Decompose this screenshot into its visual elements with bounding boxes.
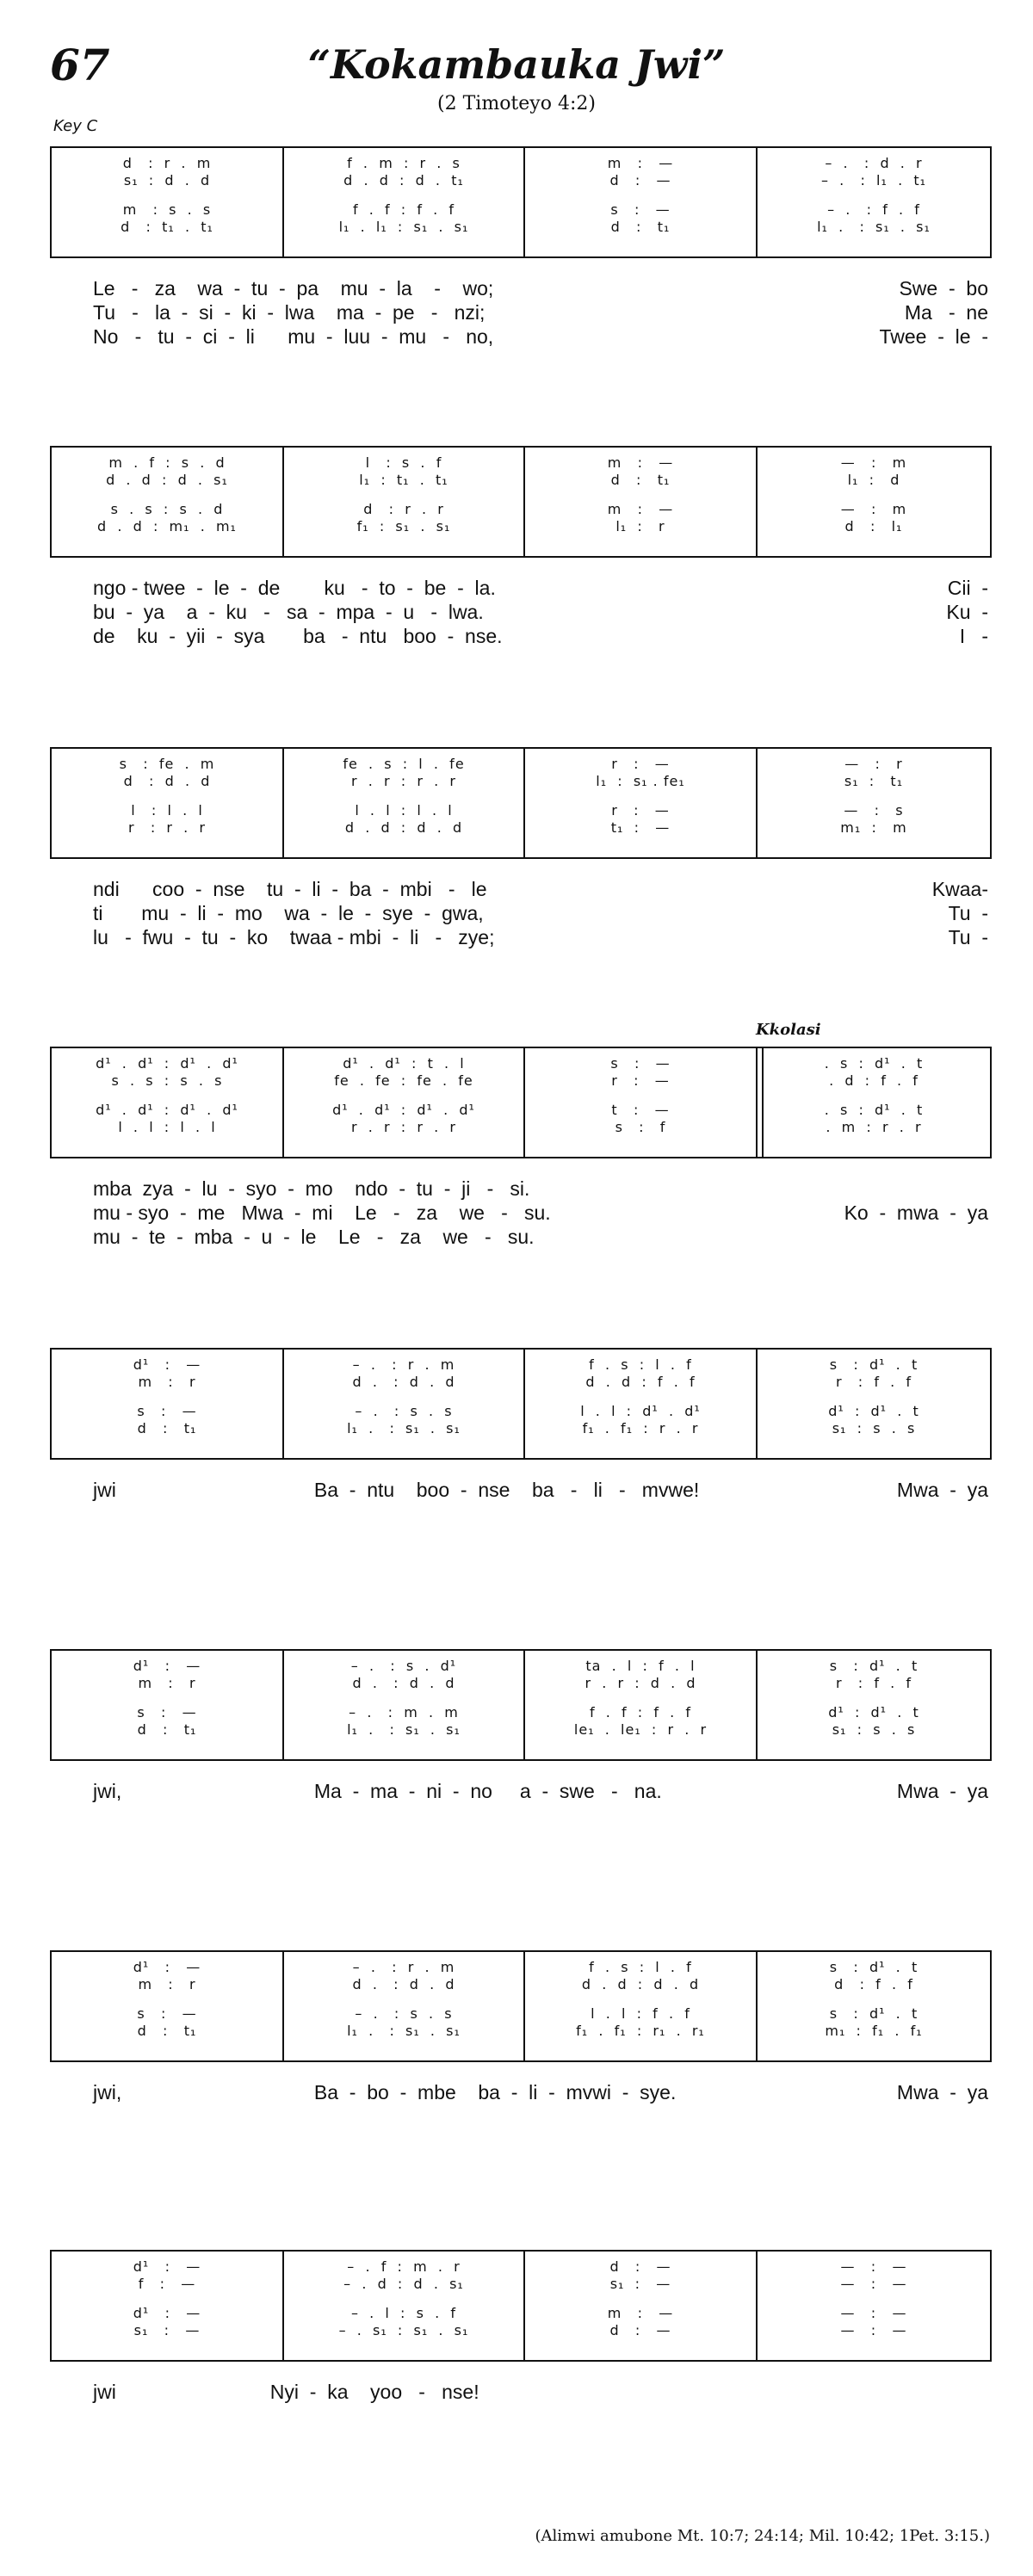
measure-notes: l . l : f . f — [591, 2005, 690, 2022]
lyric-text: de ku - yii - sya ba - ntu boo - nse. — [93, 625, 503, 647]
lyric-pickup: Ma - ne — [904, 301, 988, 324]
measure-notes: d . d : d . d — [581, 1976, 700, 1992]
lyric-text: ti mu - li - mo wa - le - sye - gwa, — [93, 902, 484, 924]
lyric-text: jwi, Ba - bo - mbe ba - li - mvwi - sye. — [93, 2081, 677, 2103]
measure-notes: m : — — [607, 501, 674, 517]
lyric-pickup: Ku - — [946, 601, 988, 623]
measure-notes: – . : d . r — [825, 155, 923, 171]
measure-notes: l₁ : d — [847, 472, 900, 488]
measure-notes: — : — — [840, 2258, 907, 2275]
measure-notes: s₁ : s . s — [832, 1721, 916, 1738]
measure-notes: d . : d . d — [352, 1976, 455, 1992]
lyric-line — [93, 878, 988, 902]
voice-row — [52, 1721, 990, 1740]
measure-notes: s₁ : s . s — [832, 1420, 916, 1436]
voice-row — [52, 1374, 990, 1393]
measure-notes: s : fe . m — [119, 756, 215, 772]
lyric-text: jwi Ba - ntu boo - nse ba - li - mvwe! — [93, 1479, 700, 1501]
scripture-reference: (2 Timoteyo 4:2) — [437, 93, 596, 114]
measure-notes: r : f . f — [835, 1675, 912, 1691]
voice-row — [52, 1102, 990, 1121]
measure-notes: s . s : s . d — [110, 501, 224, 517]
measure-notes: d : — — [609, 2322, 671, 2338]
measure-notes: f₁ . f₁ : r . r — [582, 1420, 699, 1436]
voice-row — [52, 1055, 990, 1074]
measure-notes: . m : r . r — [826, 1119, 922, 1135]
measure-notes: f . s : l . f — [589, 1356, 692, 1373]
voice-row — [52, 2276, 990, 2295]
voice-row — [52, 1356, 990, 1375]
measure-notes: m₁ : f₁ . f₁ — [825, 2023, 923, 2039]
measure-notes: d . d : f . f — [585, 1374, 696, 1390]
measure-notes: d : — — [609, 172, 671, 188]
measure-notes: r . r : d . d — [585, 1675, 696, 1691]
lyric-line — [93, 1202, 988, 1226]
measure-notes: l : s . f — [365, 454, 442, 471]
measure-notes: s₁ : — — [133, 2322, 201, 2338]
measure-notes: s : d¹ . t — [829, 2005, 919, 2022]
voice-row — [52, 2258, 990, 2277]
lyric-text: ngo - twee - le - de ku - to - be - la. — [93, 577, 496, 599]
lyric-text: mu - syo - me Mwa - mi Le - za we - su. — [93, 1202, 551, 1224]
lyric-pickup: Swe - bo — [899, 277, 988, 300]
measure-notes: d¹ . d¹ : t . l — [343, 1055, 465, 1072]
measure-notes: m : — — [607, 2305, 674, 2321]
lyric-text: ndi coo - nse tu - li - ba - mbi - le — [93, 878, 487, 900]
lyric-line — [93, 325, 988, 349]
measure-notes: s : — — [137, 1704, 197, 1720]
lyric-pickup: Ko - mwa - ya — [844, 1202, 988, 1224]
measure-notes: r : r . r — [128, 819, 206, 836]
measure-notes: r : f . f — [835, 1374, 912, 1390]
measure-notes: s : f — [615, 1119, 666, 1135]
measure-notes: – . : m . m — [349, 1704, 459, 1720]
voice-row — [52, 454, 990, 473]
voice-row — [52, 1704, 990, 1723]
measure-notes: m . f : s . d — [108, 454, 226, 471]
voice-row — [52, 2005, 990, 2024]
measure-notes: m : — — [607, 155, 674, 171]
measure-notes: d¹ . d¹ : d¹ . d¹ — [332, 1102, 475, 1118]
measure-notes: d : t₁ — [137, 1420, 197, 1436]
measure-notes: m₁ : m — [840, 819, 907, 836]
measure-notes: – . : l₁ . t₁ — [820, 172, 927, 188]
measure-notes: l₁ . l₁ : s₁ . s₁ — [338, 219, 469, 235]
voice-row — [52, 2322, 990, 2341]
measure-notes: m : r — [138, 1976, 196, 1992]
lyric-pickup: Mwa - ya — [896, 1780, 988, 1802]
measure-notes: d : t₁ — [610, 472, 671, 488]
lyric-line — [93, 2081, 988, 2105]
measure-notes: m : r — [138, 1374, 196, 1390]
measure-notes: r . r : r . r — [351, 1119, 456, 1135]
voice-row — [52, 2305, 990, 2324]
measure-notes: r : — — [611, 802, 670, 819]
measure-notes: s : — — [137, 2005, 197, 2022]
lyric-pickup: Mwa - ya — [896, 2081, 988, 2103]
measure-notes: f . f : f . f — [352, 201, 455, 218]
lyric-line — [93, 577, 988, 601]
measure-notes: – . : s . d¹ — [350, 1658, 457, 1674]
measure-notes: d¹ . d¹ : d¹ . d¹ — [96, 1055, 238, 1072]
hymn-number: 67 — [50, 40, 110, 90]
lyric-text: jwi Nyi - ka yoo - nse! — [93, 2381, 479, 2403]
lyric-pickup: Tu - — [948, 926, 988, 948]
measure-notes: — : r — [844, 756, 903, 772]
measure-notes: d : t₁ . t₁ — [121, 219, 213, 235]
measure-notes: fe . s : l . fe — [343, 756, 465, 772]
hymn-title: “Kokambauka Jwi” — [307, 41, 726, 88]
lyric-line — [93, 2381, 988, 2405]
measure-notes: f . f : f . f — [589, 1704, 692, 1720]
measure-notes: d¹ : — — [133, 1356, 201, 1373]
measure-notes: – . f : m . r — [347, 2258, 461, 2275]
measure-notes: d : t₁ — [137, 2023, 197, 2039]
lyric-text: bu - ya a - ku - sa - mpa - u - lwa. — [93, 601, 484, 623]
lyric-line — [93, 625, 988, 649]
lyric-line — [93, 301, 988, 325]
measure-notes: – . : r . m — [352, 1959, 455, 1975]
measure-notes: d . : d . d — [352, 1675, 455, 1691]
measure-notes: s . s : s . s — [111, 1072, 223, 1089]
measure-notes: — : — — [840, 2322, 907, 2338]
staff-box — [50, 2250, 992, 2362]
measure-notes: d¹ : — — [133, 1658, 201, 1674]
measure-notes: f . m : r . s — [347, 155, 461, 171]
voice-row — [52, 1403, 990, 1422]
measure-notes: l : l . l — [131, 802, 203, 819]
measure-notes: d : r . r — [363, 501, 444, 517]
measure-notes: — : — — [840, 2305, 907, 2321]
measure-notes: m : s . s — [122, 201, 212, 218]
measure-notes: d : r . m — [122, 155, 212, 171]
measure-notes: – . d : d . s₁ — [343, 2276, 464, 2292]
measure-notes: – . : s . s — [355, 2005, 453, 2022]
voice-row — [52, 219, 990, 238]
measure-notes: d¹ . d¹ : d¹ . d¹ — [96, 1102, 238, 1118]
lyric-line — [93, 1780, 988, 1804]
key-signature: Key C — [53, 117, 98, 135]
voice-row — [52, 1420, 990, 1439]
chorus-label: Kkolasi — [756, 1021, 821, 1039]
voice-row — [52, 501, 990, 520]
measure-notes: l₁ : t₁ . t₁ — [359, 472, 448, 488]
measure-notes: — : m — [840, 454, 907, 471]
measure-notes: d : — — [609, 2258, 671, 2275]
measure-notes: s : — — [610, 1055, 671, 1072]
lyric-line — [93, 1226, 988, 1250]
voice-row — [52, 756, 990, 775]
measure-notes: s₁ : — — [609, 2276, 671, 2292]
lyric-line — [93, 926, 988, 950]
voice-row — [52, 773, 990, 792]
lyric-line — [93, 601, 988, 625]
lyric-line — [93, 277, 988, 301]
measure-notes: d¹ : d¹ . t — [828, 1403, 919, 1419]
voice-row — [52, 1658, 990, 1677]
voice-row — [52, 155, 990, 174]
measure-notes: – . : f . f — [827, 201, 920, 218]
measure-notes: d : t₁ — [610, 219, 671, 235]
voice-row — [52, 2023, 990, 2042]
measure-notes: . s : d¹ . t — [824, 1102, 924, 1118]
lyric-pickup: Tu - — [948, 902, 988, 924]
measure-notes: f₁ : s₁ . s₁ — [356, 518, 451, 534]
measure-notes: . s : d¹ . t — [824, 1055, 924, 1072]
voice-row — [52, 1675, 990, 1694]
measure-notes: le₁ . le₁ : r . r — [573, 1721, 708, 1738]
measure-notes: l . l : l . l — [118, 1119, 216, 1135]
measure-notes: l₁ . : s₁ . s₁ — [347, 1420, 461, 1436]
footnote: (Alimwi amubone Mt. 10:7; 24:14; Mil. 10:42; 1Pet. 3:15.) — [535, 2527, 990, 2545]
lyric-text: Le - za wa - tu - pa mu - la - wo; — [93, 277, 494, 300]
measure-notes: d : d . d — [123, 773, 211, 789]
lyric-text: jwi, Ma - ma - ni - no a - swe - na. — [93, 1780, 662, 1802]
voice-row — [52, 1072, 990, 1091]
voice-row — [52, 802, 990, 821]
lyric-line — [93, 1479, 988, 1503]
measure-notes: l . l : l . l — [355, 802, 453, 819]
measure-notes: r : — — [611, 1072, 670, 1089]
measure-notes: d . : d . d — [352, 1374, 455, 1390]
measure-notes: d : t₁ — [137, 1721, 197, 1738]
voice-row — [52, 518, 990, 537]
measure-notes: f : — — [138, 2276, 196, 2292]
measure-notes: f₁ . f₁ : r₁ . r₁ — [576, 2023, 705, 2039]
voice-row — [52, 819, 990, 838]
measure-notes: r . r : r . r — [351, 773, 456, 789]
staff-box — [50, 1649, 992, 1761]
measure-notes: d . d : d . d — [344, 819, 463, 836]
measure-notes: d : f . f — [834, 1976, 913, 1992]
measure-notes: s : — — [137, 1403, 197, 1419]
measure-notes: s₁ : t₁ — [844, 773, 904, 789]
measure-notes: – . : s . s — [355, 1403, 453, 1419]
measure-notes: d : l₁ — [844, 518, 903, 534]
measure-notes: ta . l : f . l — [585, 1658, 696, 1674]
lyric-pickup: I - — [959, 625, 988, 647]
measure-notes: – . s₁ : s₁ . s₁ — [338, 2322, 469, 2338]
voice-row — [52, 1959, 990, 1978]
lyric-pickup: Twee - le - — [879, 325, 988, 348]
measure-notes: l₁ . : s₁ . s₁ — [347, 2023, 461, 2039]
staff-box — [50, 1047, 992, 1158]
lyric-line — [93, 1177, 988, 1202]
measure-notes: d . d : m₁ . m₁ — [97, 518, 237, 534]
staff-box — [50, 747, 992, 859]
lyric-text: Tu - la - si - ki - lwa ma - pe - nzi; — [93, 301, 486, 324]
measure-notes: fe . fe : fe . fe — [334, 1072, 473, 1089]
measure-notes: r : — — [611, 756, 670, 772]
measure-notes: – . l : s . f — [350, 2305, 456, 2321]
staff-box — [50, 446, 992, 558]
measure-notes: d¹ : — — [133, 1959, 201, 1975]
measure-notes: d¹ : d¹ . t — [828, 1704, 919, 1720]
measure-notes: s : d¹ . t — [829, 1658, 919, 1674]
lyric-pickup: Kwaa- — [931, 878, 988, 900]
measure-notes: d¹ : — — [133, 2305, 201, 2321]
lyric-pickup: Cii - — [947, 577, 988, 599]
voice-row — [52, 201, 990, 220]
measure-notes: — : — — [840, 2276, 907, 2292]
measure-notes: t₁ : — — [610, 819, 671, 836]
measure-notes: d . d : d . s₁ — [106, 472, 228, 488]
measure-notes: d¹ : — — [133, 2258, 201, 2275]
measure-notes: f . s : l . f — [589, 1959, 692, 1975]
measure-notes: s : — — [610, 201, 671, 218]
voice-row — [52, 1976, 990, 1995]
measure-notes: . d : f . f — [829, 1072, 919, 1089]
measure-notes: s₁ : d . d — [123, 172, 211, 188]
measure-notes: — : s — [844, 802, 904, 819]
staff-box — [50, 1348, 992, 1460]
lyric-text: mu - te - mba - u - le Le - za we - su. — [93, 1226, 535, 1248]
lyric-line — [93, 902, 988, 926]
staff-box — [50, 146, 992, 258]
staff-box — [50, 1950, 992, 2062]
measure-notes: s : d¹ . t — [829, 1959, 919, 1975]
lyric-text: mba zya - lu - syo - mo ndo - tu - ji - si. — [93, 1177, 530, 1200]
lyric-pickup: Mwa - ya — [896, 1479, 988, 1501]
voice-row — [52, 1119, 990, 1138]
measure-notes: d . d : d . t₁ — [343, 172, 464, 188]
measure-notes: l₁ . : s₁ . s₁ — [347, 1721, 461, 1738]
measure-notes: l₁ : s₁ . fe₁ — [596, 773, 685, 789]
measure-notes: l₁ : r — [615, 518, 665, 534]
measure-notes: s : d¹ . t — [829, 1356, 919, 1373]
measure-notes: l₁ . : s₁ . s₁ — [817, 219, 931, 235]
lyric-text: lu - fwu - tu - ko twaa - mbi - li - zye; — [93, 926, 495, 948]
lyric-text: No - tu - ci - li mu - luu - mu - no, — [93, 325, 494, 348]
measure-notes: — : m — [840, 501, 907, 517]
voice-row — [52, 172, 990, 191]
measure-notes: l . l : d¹ . d¹ — [580, 1403, 701, 1419]
measure-notes: m : r — [138, 1675, 196, 1691]
voice-row — [52, 472, 990, 491]
measure-notes: m : — — [607, 454, 674, 471]
measure-notes: – . : r . m — [352, 1356, 455, 1373]
measure-notes: t : — — [611, 1102, 670, 1118]
